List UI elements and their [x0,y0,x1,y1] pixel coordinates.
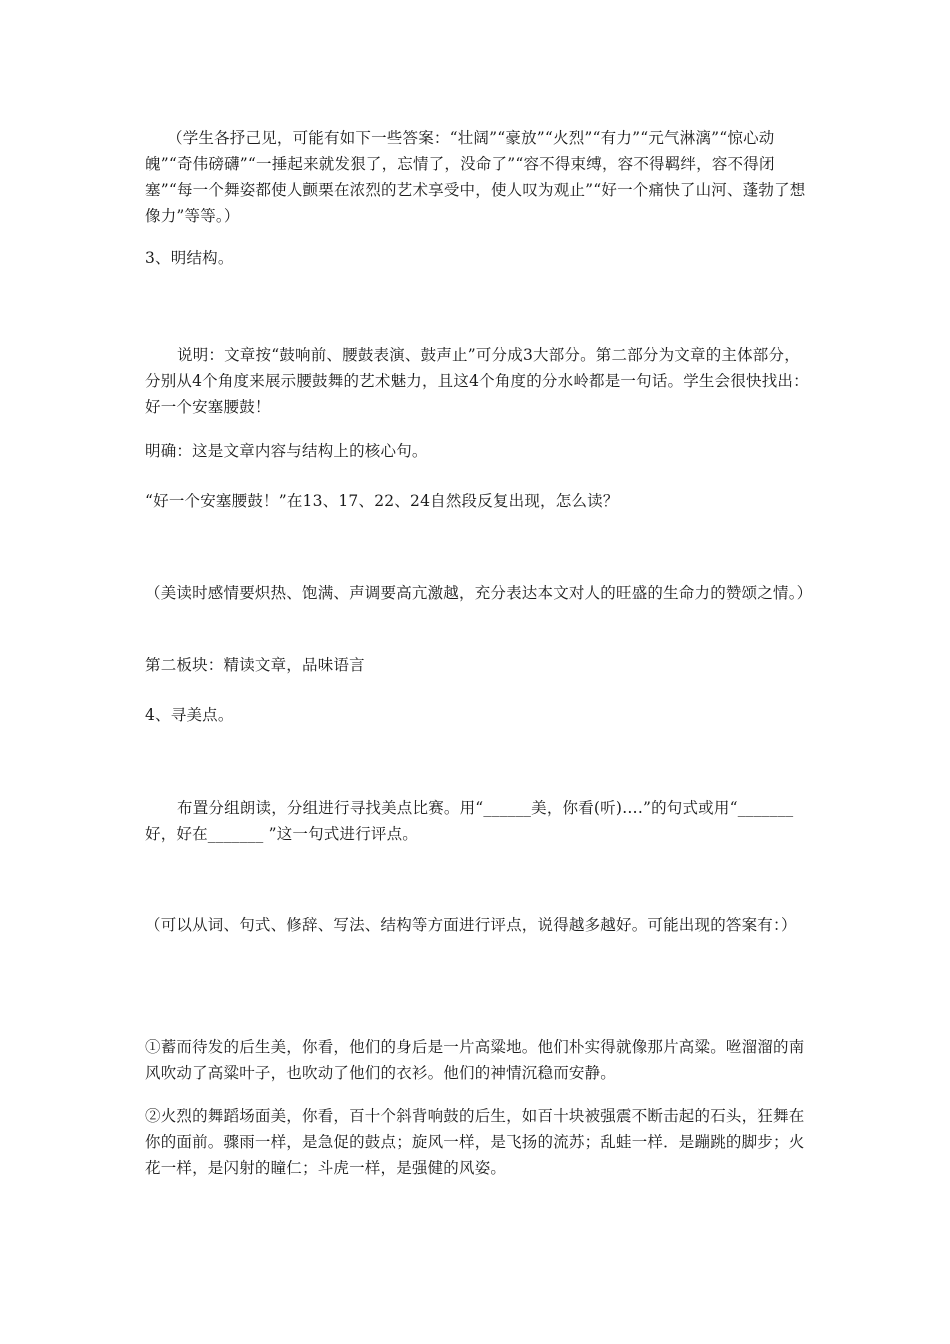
paragraph-comment-hint: （可以从词、句式、修辞、写法、结构等方面进行评点，说得越多越好。可能出现的答案有：） [145,916,797,934]
paragraph-explanation: 说明：文章按“鼓响前、腰鼓表演、鼓声止”可分成3大部分。第二部分为文章的主体部分，分别从4个角度来展示腰鼓舞的艺术魅力，且这4个角度的分水岭都是一句话。学生会很快找出：好一个安塞腰鼓！ [145,346,809,416]
paragraph-reading-note: （美读时感情要炽热、饱满、声调要高亢激越，充分表达本文对人的旺盛的生命力的赞颂之情。） [145,584,813,602]
paragraph-question: “好一个安塞腰鼓！”在13、17、22、24自然段反复出现，怎么读？ [145,492,619,510]
answer-item-2: ②火烈的舞蹈场面美，你看，百十个斜背响鼓的后生，如百十块被强震不断击起的石头，狂舞在你的面前。骤雨一样，是急促的鼓点；旋风一样，是飞扬的流苏；乱蛙一样．是蹦跳的脚步；火花一样，是闪射的瞳仁；斗虎一样，是强健的风姿。 [145,1107,805,1177]
heading-find-beauty: 4、寻美点。 [145,706,234,724]
answer-item-1: ①蓄而待发的后生美，你看，他们的身后是一片高粱地。他们朴实得就像那片高粱。咝溜溜的南风吹动了高粱叶子，也吹动了他们的衣衫。他们的神情沉稳而安静。 [145,1038,805,1082]
heading-structure: 3、明结构。 [145,249,234,267]
paragraph-group-reading: 布置分组朗读，分组进行寻找美点比赛。用“______美，你看(听)….”的句式或用“_______ 好，好在_______ ”这一句式进行评点。 [145,799,799,843]
paragraph-clarify: 明确：这是文章内容与结构上的核心句。 [145,442,428,460]
paragraph-student-answers: （学生各抒己见，可能有如下一些答案：“壮阔”“豪放”“火烈”“有力”“元气淋漓”“惊心动魄”“奇伟磅礴”“一捶起来就发狠了，忘情了，没命了”“容不得束缚，容不得羁绊，容不得闭塞”“每一个舞姿都使人颤栗在浓烈的艺术享受中，使人叹为观止”“好一个痛快了山河、蓬勃了想像力”等等。） [145,129,806,225]
section-heading-2: 第二板块：精读文章，品味语言 [145,656,365,674]
